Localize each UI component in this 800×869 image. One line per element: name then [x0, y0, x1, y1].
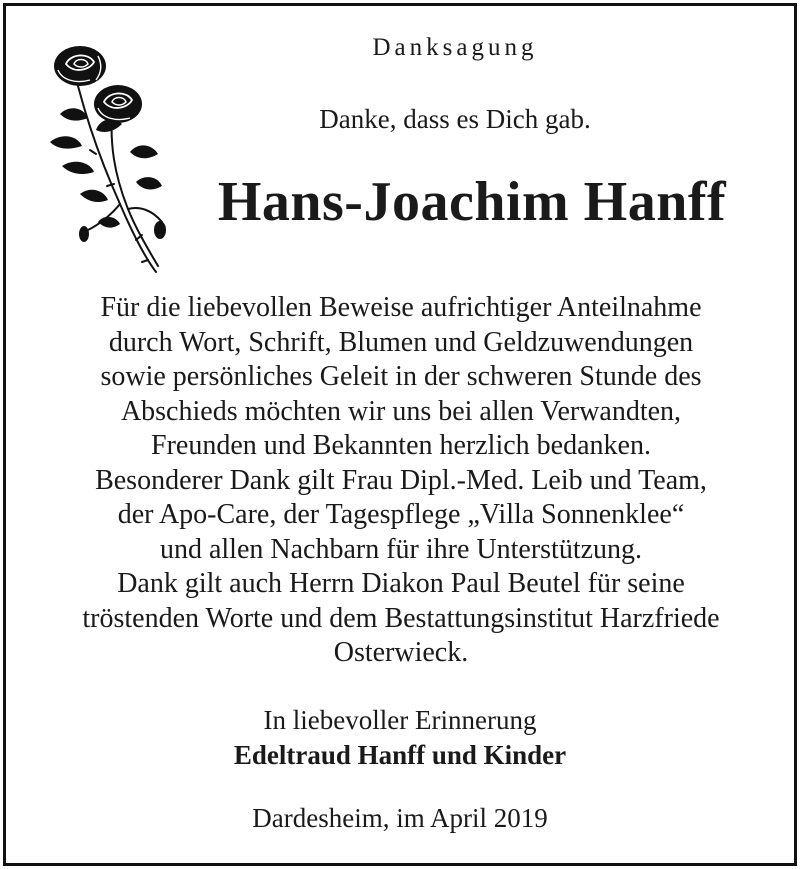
thanks-line: Abschieds möchten wir uns bei allen Verwandten,	[120, 395, 682, 427]
place-date: Dardesheim, im April 2019	[252, 803, 548, 833]
thanks-line: Dank gilt auch Herrn Diakon Paul Beutel für seine	[117, 568, 685, 599]
thanks-line: tröstenden Worte und dem Bestattungsinstitut Harzfriede	[82, 602, 720, 634]
thanks-paragraph	[16, 291, 786, 671]
thanks-line: und allen Nachbarn für ihre Unterstützung.	[159, 533, 643, 565]
obituary-notice	[3, 3, 797, 866]
thanks-line: durch Wort, Schrift, Blumen und Geldzuwendungen	[108, 326, 694, 358]
signers: Edeltraud Hanff und Kinder	[233, 740, 567, 770]
thanks-line: Osterwieck.	[333, 637, 469, 668]
deceased-name: Hans-Joachim Hanff	[217, 171, 727, 233]
notice-heading: Danksagung	[372, 34, 538, 61]
memory-line: In liebevoller Erinnerung	[263, 705, 537, 735]
thanks-line: Freunden und Bekannten herzlich bedanken.	[151, 430, 651, 461]
closing-block	[6, 703, 794, 773]
thanks-line: Für die liebevollen Beweise aufrichtiger Anteilnahme	[100, 292, 702, 323]
thanks-line: sowie persönliches Geleit in der schweren Stunde des	[100, 361, 702, 392]
notice-subheading: Danke, dass es Dich gab.	[319, 104, 591, 134]
rose-icon	[40, 34, 170, 279]
thanks-line: der Apo-Care, der Tagespflege „Villa Sonnenklee“	[117, 499, 685, 530]
thanks-line: Besonderer Dank gilt Frau Dipl.-Med. Leib und Team,	[95, 464, 707, 496]
